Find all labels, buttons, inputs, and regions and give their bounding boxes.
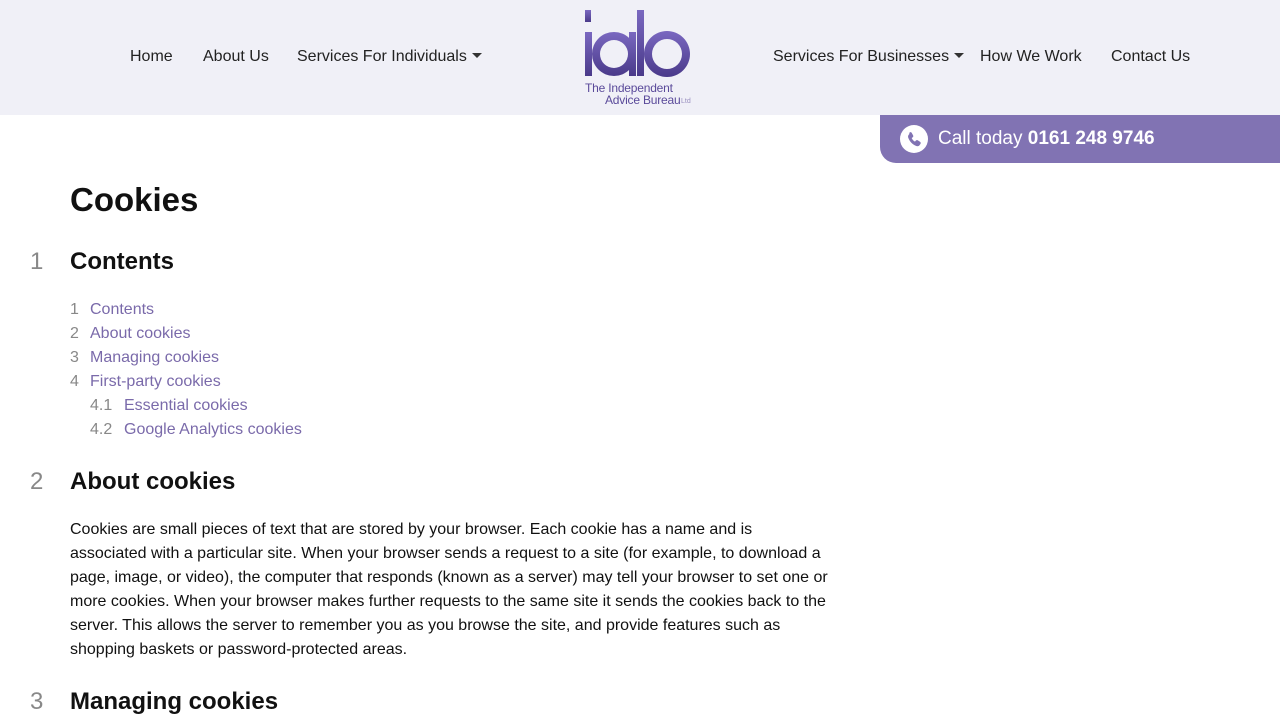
call-prefix: Call today: [938, 128, 1023, 149]
toc-number: 2: [70, 325, 79, 342]
logo-line2: Advice Bureau: [605, 93, 681, 107]
nav-contact-us[interactable]: Contact Us: [1111, 48, 1191, 65]
section-number: 3: [30, 688, 44, 715]
nav-home[interactable]: Home: [130, 48, 173, 65]
about-cookies-paragraph: Cookies are small pieces of text that are stored by your browser. Each cookie has a name and is associated with a particular site. When your browser sends a request to a site (for example, to download a page, image, or video), the computer that responds (known as a server) may tell your browser to set one or more cookies. When your browser makes further requests to the same site it sends the cookies back to the server. This allows the server to remember you as you browse the site, and provide features such as shopping baskets or password-protected areas.: [70, 521, 828, 658]
logo-line1: The Independent: [585, 81, 673, 95]
toc-link-essential-cookies[interactable]: Essential cookies: [124, 397, 248, 414]
nav-services-individuals-label: Services For Individuals: [297, 48, 467, 65]
toc-item[interactable]: [90, 420, 302, 440]
call-today-bar[interactable]: [880, 115, 1280, 163]
logo[interactable]: [583, 8, 698, 108]
toc-link-google-analytics-cookies[interactable]: Google Analytics cookies: [124, 421, 302, 438]
toc-link-managing-cookies[interactable]: Managing cookies: [90, 349, 219, 366]
nav-about-us[interactable]: About Us: [203, 48, 269, 65]
toc-item[interactable]: [70, 348, 219, 368]
page-title: Cookies: [70, 181, 199, 218]
section-number: 2: [30, 468, 44, 495]
nav-services-businesses-label: Services For Businesses: [773, 48, 950, 65]
toc-link-about-cookies[interactable]: About cookies: [90, 325, 191, 342]
toc-number: 1: [70, 301, 79, 318]
toc-number: 4.2: [90, 421, 113, 438]
toc-item[interactable]: [70, 372, 221, 392]
toc-item[interactable]: [90, 396, 248, 416]
call-number[interactable]: 0161 248 9746: [1027, 128, 1155, 149]
section-number: 1: [30, 248, 44, 275]
toc-number: 4.1: [90, 397, 113, 414]
call-text: [938, 127, 1155, 151]
caret-down-icon: [472, 53, 482, 58]
caret-down-icon: [954, 53, 964, 58]
toc-link-first-party-cookies[interactable]: First-party cookies: [90, 373, 221, 390]
toc-item[interactable]: [70, 300, 154, 320]
iab-logo-mark-icon: [583, 8, 698, 88]
section-title-contents: Contents: [70, 248, 174, 275]
site-header: [0, 0, 1280, 115]
toc-item[interactable]: [70, 324, 191, 344]
nav-services-businesses[interactable]: [773, 47, 964, 67]
toc-link-contents[interactable]: Contents: [90, 301, 155, 318]
toc-number: 4: [70, 373, 79, 390]
toc-number: 3: [70, 349, 79, 366]
section-title-managing-cookies: Managing cookies: [70, 688, 279, 715]
nav-services-individuals[interactable]: [297, 47, 482, 67]
nav-how-we-work[interactable]: How We Work: [980, 48, 1082, 65]
section-title-about-cookies: About cookies: [70, 468, 236, 495]
logo-ltd: Ltd: [681, 98, 691, 105]
phone-icon: [900, 125, 928, 153]
